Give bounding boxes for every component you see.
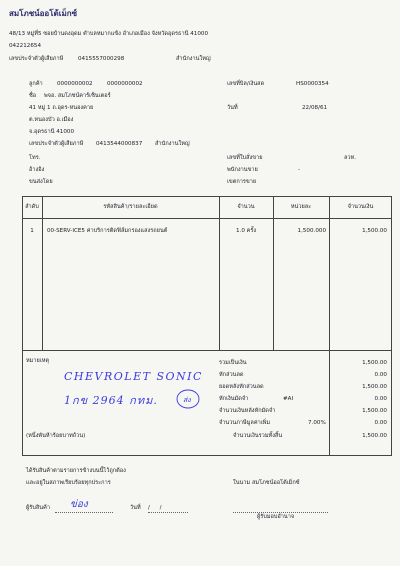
bill-no-label: เลขที่บิล/เงินสด	[227, 81, 265, 87]
company-name: สมโภชน์ออโต้เม็กซ์	[9, 9, 78, 18]
receipt-line-2: และอยู่ในสภาพเรียบร้อยทุกประการ	[26, 480, 111, 486]
deposit-ref: #AI	[283, 396, 294, 402]
receiver-sign-line	[55, 512, 113, 513]
company-tax-id: 0415557000298	[78, 56, 125, 62]
vat-value: 0.00	[374, 420, 387, 426]
customer-address-2: ต.หนองบัว อ.เมือง	[29, 117, 74, 123]
company-branch: สำนักงานใหญ่	[176, 56, 211, 62]
receive-date-value: / /	[148, 505, 166, 511]
items-table	[22, 196, 392, 456]
vat-rate: 7.00%	[308, 420, 326, 426]
authorized-label: ผู้รับมอบอำนาจ	[257, 514, 295, 520]
grand-total-label: จำนวนเงินรวมทั้งสิ้น	[233, 433, 283, 439]
date-line	[148, 512, 188, 513]
row-description: 00-SERV-ICE5 ค่าบริการติดฟิล์มกรองแสงรถยนต์	[47, 228, 168, 234]
notes-label: หมายเหตุ	[26, 358, 50, 364]
after-deposit-label: จำนวนเงินหลังหักมัดจำ	[219, 408, 276, 414]
handwritten-plate: 1กข 2964 กทม.	[64, 394, 158, 407]
deposit-label: หักเงินมัดจำ	[219, 396, 249, 402]
salesman-value: -	[298, 167, 301, 173]
sales-area-label: เขตการขาย	[227, 179, 257, 185]
customer-code-label: ลูกค้า	[29, 81, 43, 87]
credit-label: ลวท.	[344, 155, 357, 161]
column-divider	[219, 196, 220, 350]
receiver-handwritten-sign: ข่อง	[70, 499, 88, 510]
subtotal-label: รวมเป็นเงิน	[219, 360, 247, 366]
receipt-line-1: ได้รับสินค้าตามรายการข้างบนนี้ไว้ถูกต้อง	[26, 468, 126, 474]
header-unit-price: หน่วยละ	[290, 204, 312, 210]
header-amount: จำนวนเงิน	[347, 204, 374, 210]
header-no: ลำดับ	[25, 204, 39, 210]
customer-branch: สำนักงานใหญ่	[155, 141, 190, 147]
column-divider	[329, 196, 330, 350]
salesman-label: พนักงานขาย	[227, 167, 258, 173]
row-unit-price: 1,500.000	[297, 228, 326, 234]
company-address: 48/13 หมู่ที่5 ซอยบ้านดงอุดม ตำบลหมากแข้ง อำเภอเมือง จังหวัดอุดรธานี 41000	[9, 31, 209, 37]
bill-no: HS0000354	[296, 81, 329, 87]
customer-tax-id: 0413544000837	[96, 141, 143, 147]
receiver-label: ผู้รับสินค้า	[26, 505, 50, 511]
handwritten-vehicle: CHEVROLET SONIC	[64, 370, 203, 383]
row-quantity: 1.0 ครั้ง	[236, 228, 257, 234]
row-no: 1	[30, 228, 34, 234]
customer-address-1: 41 หมู่ 1 ถ.อุดร-หนองคาย	[29, 105, 94, 111]
customer-phone-label: โทร.	[29, 155, 41, 161]
customer-name: พจอ. สมโภชน์คาร์เซ็นเตอร์	[44, 93, 111, 99]
column-divider	[42, 196, 43, 350]
after-deposit-value: 1,500.00	[362, 408, 387, 414]
vat-label: จำนวนภาษีมูลค่าเพิ่ม	[219, 420, 271, 426]
table-header-divider	[22, 218, 392, 219]
ink-circle	[176, 388, 200, 410]
column-divider	[273, 196, 274, 350]
header-quantity: จำนวน	[237, 204, 255, 210]
handwritten-circled: ส่ง	[183, 396, 191, 404]
date-label: วันที่	[227, 105, 238, 111]
row-amount: 1,500.00	[362, 228, 387, 234]
amount-in-words: (หนึ่งพันห้าร้อยบาทถ้วน)	[26, 433, 86, 439]
header-description: รหัสสินค้า/รายละเอียด	[103, 204, 158, 210]
subtotal-value: 1,500.00	[362, 360, 387, 366]
customer-code: 0000000002	[57, 81, 93, 87]
customer-address-3: จ.อุดรธานี 41000	[29, 129, 75, 135]
deposit-value: 0.00	[374, 396, 387, 402]
receive-date-label: วันที่	[130, 505, 141, 511]
customer-ship-label: ขนส่งโดย	[29, 179, 53, 185]
table-body-divider	[22, 350, 392, 351]
discount-value: 0.00	[374, 372, 387, 378]
discount-label: หักส่วนลด	[219, 372, 244, 378]
customer-tax-label: เลขประจำตัวผู้เสียภาษี	[29, 141, 84, 147]
after-discount-label: ยอดหลังหักส่วนลด	[219, 384, 264, 390]
customer-ref-label: อ้างอิง	[29, 167, 45, 173]
company-phone: 042212654	[9, 43, 42, 49]
order-no-label: เลขที่ใบสั่งขาย	[227, 155, 263, 161]
date-value: 22/08/61	[302, 105, 328, 111]
after-discount-value: 1,500.00	[362, 384, 387, 390]
company-tax-label: เลขประจำตัวผู้เสียภาษี	[9, 56, 64, 62]
customer-code-2: 0000000002	[107, 81, 143, 87]
grand-total-value: 1,500.00	[362, 433, 387, 439]
customer-name-label: ชื่อ	[29, 93, 37, 99]
company-signature-label: ในนาม สมโภชน์ออโต้เม็กซ์	[233, 480, 300, 486]
authorized-sign-line	[233, 512, 328, 513]
